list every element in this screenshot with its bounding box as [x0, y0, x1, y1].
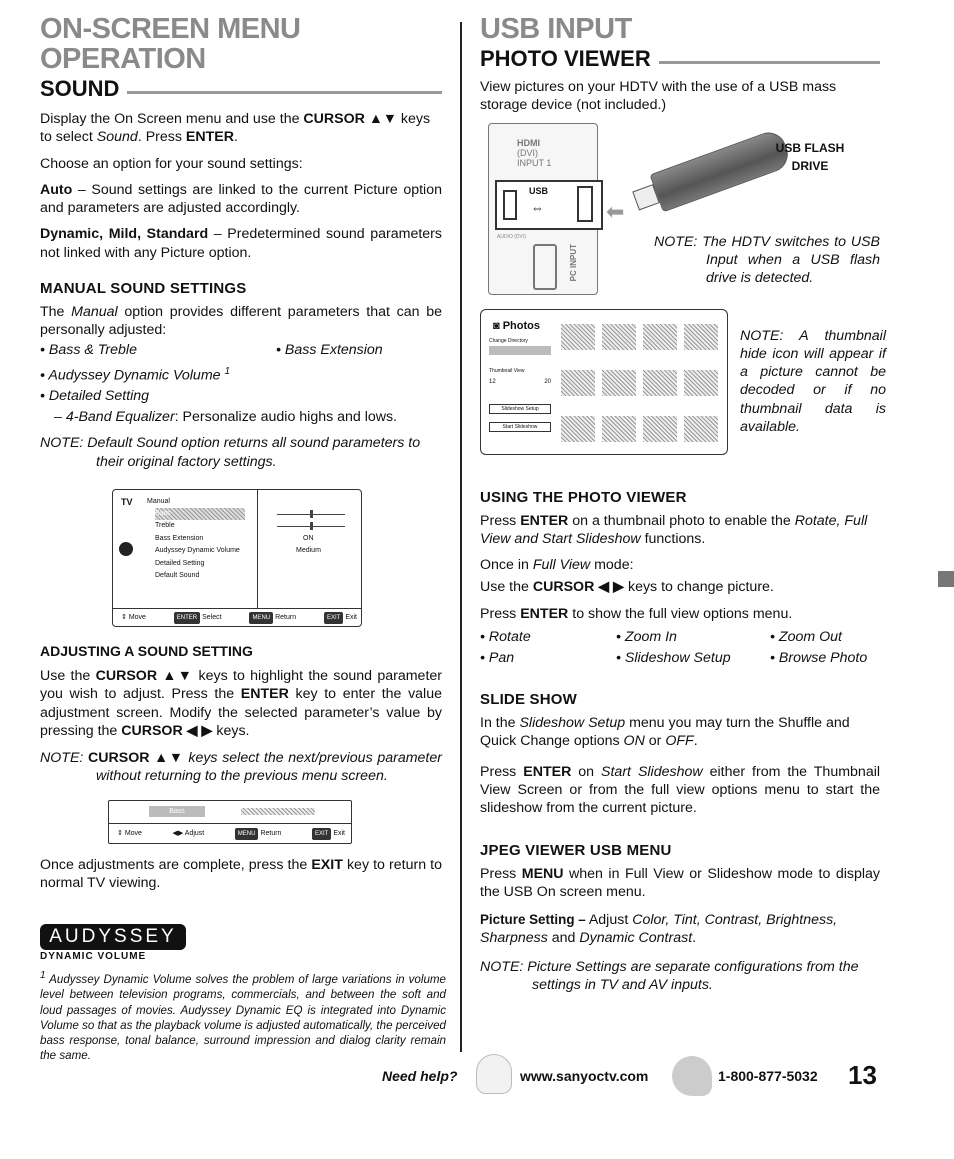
photos-title: ◙ Photos: [493, 319, 540, 332]
paragraph-display-menu: Display the On Screen menu and use the CURSOR ▲▼ keys to select Sound. Press ENTER.: [40, 111, 431, 146]
start-slideshow-button[interactable]: Start Slideshow: [489, 422, 551, 432]
slideshow-setup-button[interactable]: Slideshow Setup: [489, 404, 551, 414]
title-rule: [659, 61, 880, 64]
heading-jpeg-viewer: JPEG VIEWER USB MENU: [480, 841, 672, 859]
paragraph-auto: Auto – Sound settings are linked to the current Picture option and parameters are adjusted accordingly.: [40, 181, 442, 217]
thumbnail-tile[interactable]: [643, 416, 677, 442]
exit-hint: EXIT Exit: [324, 612, 357, 624]
thumbnail-tile[interactable]: [561, 416, 595, 442]
sound-menu-item[interactable]: Audyssey Dynamic Volume: [155, 547, 240, 555]
page-title-left: ON-SCREEN MENU OPERATION: [40, 13, 301, 75]
usb-port-label: USB: [529, 185, 549, 196]
note-cursor: NOTE: CURSOR ▲▼ keys select the next/previous parameter without returning to the previous menu screen.: [40, 750, 442, 785]
section-title-photo-viewer: PHOTO VIEWER: [480, 46, 880, 72]
paragraph-view-pictures: View pictures on your HDTV with the use of a USB mass storage device (not included.): [480, 79, 837, 114]
page-title-right: USB INPUT: [480, 13, 632, 45]
hdmi-port-label: HDMI (DVI) INPUT 1: [517, 137, 552, 168]
thumbnail-tile[interactable]: [602, 416, 636, 442]
heading-slide-show: SLIDE SHOW: [480, 691, 578, 709]
sound-menu-item[interactable]: Bass Extension: [155, 534, 204, 542]
sound-menu-item[interactable]: Bass: [155, 508, 245, 520]
audyssey-logo: [40, 924, 186, 962]
menu2-rule: [109, 823, 351, 824]
paragraph-full-view: Once in Full View mode:: [480, 557, 634, 574]
section-title-sound: SOUND: [40, 76, 442, 102]
note-usb-detect: NOTE: The HDTV switches to USB Input when a USB flash drive is detected.: [654, 233, 880, 287]
thumbnail-tile[interactable]: [602, 370, 636, 396]
thumbnail-tile[interactable]: [684, 370, 718, 396]
audyssey-logo-word: AUDYSSEY: [40, 924, 186, 950]
thumbnail-tile[interactable]: [643, 324, 677, 350]
menu-manual-label: Manual: [147, 498, 170, 505]
paragraph-press-menu: Press MENU when in Full View or Slideshow mode to display the USB On screen menu.: [480, 865, 880, 900]
select-hint: ENTER Select: [174, 612, 222, 624]
bass-slider-knob: [310, 510, 313, 518]
phone-number: 1-800-877-5032: [718, 1068, 818, 1084]
note-default-sound: NOTE: Default Sound option returns all sound parameters to their original factory settings.: [40, 435, 421, 470]
thumbnail-tile[interactable]: [643, 370, 677, 396]
right-column: [480, 13, 886, 994]
change-directory-label: Change Directory: [489, 337, 528, 344]
thumbnail-tile[interactable]: [684, 324, 718, 350]
page-edge-tab: [938, 571, 954, 587]
treble-slider-knob: [310, 522, 313, 530]
left-column: [40, 13, 447, 1063]
exit-hint: EXIT Exit: [312, 828, 345, 840]
need-help-label: Need help?: [382, 1068, 458, 1084]
adjust-hint: ◀▶ Adjust: [172, 829, 205, 837]
paragraph-cursor: Use the CURSOR ◀ ▶ keys to change picture.: [480, 579, 774, 596]
menu2-help-bar: [117, 828, 345, 840]
move-hint: ⇕ Move: [121, 614, 146, 621]
sound-menu-screen: [112, 489, 362, 627]
adjust-menu-screen: [108, 800, 352, 844]
list-item: • Bass & Treble: [40, 341, 137, 358]
sound-menu-item[interactable]: Default Sound: [155, 572, 200, 580]
bullet-list-manual: [40, 340, 442, 361]
usb-port-area: [495, 180, 603, 230]
port-slot: [503, 190, 517, 220]
paragraph-options-menu: Press ENTER to show the full view options menu.: [480, 605, 793, 622]
paragraph-choose: Choose an option for your sound settings:: [40, 155, 303, 172]
usb-symbol-icon: ⇔: [531, 199, 544, 215]
move-hint: ⇕ Move: [117, 829, 142, 837]
paragraph-slideshow-setup: In the Slideshow Setup menu you may turn the Shuffle and Quick Change options ON or OFF.: [480, 715, 850, 750]
menu-footer-rule: [113, 608, 361, 609]
paragraph-enter-thumbnail: Press ENTER on a thumbnail photo to enable the Rotate, Full View and Start Slideshow functions.: [480, 512, 868, 547]
return-hint: MENU Return: [249, 612, 296, 624]
tv-side-panel: [488, 123, 598, 295]
list-item: • Browse Photo: [770, 650, 868, 667]
usb-flash-drive-icon: [629, 127, 794, 221]
sound-menu-item[interactable]: Treble: [155, 522, 175, 530]
paragraph-adjust: Use the CURSOR ▲▼ keys to highlight the sound parameter you wish to adjust. Press the ENTER key to enter the value adjustment screen. Modify the selected parameter’s value by pressing the CURSOR ◀ ▶ keys.: [40, 668, 442, 739]
bass-label: Bass: [149, 806, 205, 817]
list-item: • Audyssey Dynamic Volume $^1$: [40, 365, 231, 384]
audyssey-logo-sub: DYNAMIC VOLUME: [40, 951, 147, 963]
list-item: • Zoom Out: [770, 629, 842, 646]
sound-menu-item[interactable]: Detailed Setting: [155, 559, 205, 567]
paragraph-exit: Once adjustments are complete, press the EXIT key to return to normal TV viewing.: [40, 856, 443, 892]
heading-manual-sound: MANUAL SOUND SETTINGS: [40, 280, 247, 298]
thumbnail-tile[interactable]: [684, 416, 718, 442]
paragraph-manual: The Manual option provides different parameters that can be personally adjusted:: [40, 304, 442, 339]
thumbnail-options: 12 20: [489, 378, 551, 385]
thumbnail-grid: [561, 324, 721, 448]
bass-extension-value: ON: [303, 535, 314, 542]
phone-icon: [672, 1056, 712, 1096]
list-item: • Detailed Setting: [40, 388, 150, 405]
page-footer: [0, 1060, 954, 1096]
photos-menu-screen: [480, 309, 728, 455]
thumbnail-tile[interactable]: [602, 324, 636, 350]
full-view-options-list: [480, 627, 880, 669]
paragraph-start-slideshow: Press ENTER on Start Slideshow either from the Thumbnail View Screen or from the full view options menu to start the slideshow from the current picture.: [480, 763, 881, 817]
heading-using-photo-viewer: USING THE PHOTO VIEWER: [480, 488, 687, 506]
insert-arrow-icon: ⬅: [606, 198, 625, 224]
note-thumbnail-hide: NOTE: A thumbnail hide icon will appear if a picture cannot be decoded or if no thumbnail data is available.: [740, 327, 886, 436]
camera-icon: ◙: [493, 319, 500, 332]
mouse-icon: [476, 1054, 512, 1094]
website-link[interactable]: www.sanyoctv.com: [520, 1068, 649, 1084]
paragraph-picture-setting: Picture Setting – Adjust Color, Tint, Contrast, Brightness, Sharpness and Dynamic Contrast.: [480, 912, 838, 947]
audio-dvi-label: AUDIO (DVI): [497, 233, 526, 240]
directory-field: [489, 346, 551, 355]
speaker-icon: [119, 542, 133, 556]
column-divider: [460, 22, 462, 1052]
sound-menu-items: [155, 508, 245, 582]
menu-help-bar: [121, 612, 357, 624]
paragraph-presets: Dynamic, Mild, Standard – Predetermined sound parameters not linked with any Picture option.: [40, 226, 443, 261]
pc-input-label: PC INPUT: [569, 243, 578, 281]
page-number: 13: [848, 1060, 877, 1090]
menu-divider: [257, 490, 258, 608]
usb-slot: [577, 186, 593, 222]
list-item: • Bass Extension: [276, 341, 383, 358]
heading-adjusting: ADJUSTING A SOUND SETTING: [40, 643, 253, 659]
thumbnail-tile[interactable]: [561, 324, 595, 350]
list-item: • Zoom In: [616, 629, 677, 646]
footnote: $^1$ Audyssey Dynamic Volume solves the problem of large variations in volume level between television programs, commercials, and between the soft and loud passages of movies. Audyssey Dynamic EQ is integrated into Dynamic Volume so that as the playback volume is adjusted automatically, the perceived bass response, tonal balance, surround impression and dialog clarity remain the same.: [40, 970, 447, 1063]
thumbnail-view-label: Thumbnail View: [489, 367, 525, 374]
menu-tv-label: TV: [121, 497, 133, 507]
vga-port: [533, 244, 557, 290]
title-rule: [127, 91, 442, 94]
bass-value-bar: [241, 808, 315, 815]
note-picture-settings: NOTE: Picture Settings are separate configurations from the settings in TV and AV inputs.: [480, 958, 859, 994]
list-item: • Slideshow Setup: [616, 650, 731, 667]
list-item: • Rotate: [480, 629, 531, 646]
photos-menu-section: [480, 309, 886, 459]
thumbnail-tile[interactable]: [561, 370, 595, 396]
dynamic-volume-value: Medium: [296, 547, 321, 554]
list-item: • Pan: [480, 650, 515, 667]
usb-flash-drive-label: USB FLASH DRIVE: [775, 140, 845, 173]
usb-connection-illustration: [480, 123, 880, 309]
list-item: – 4-Band Equalizer: Personalize audio highs and lows.: [54, 409, 398, 426]
return-hint: MENU Return: [235, 828, 282, 840]
